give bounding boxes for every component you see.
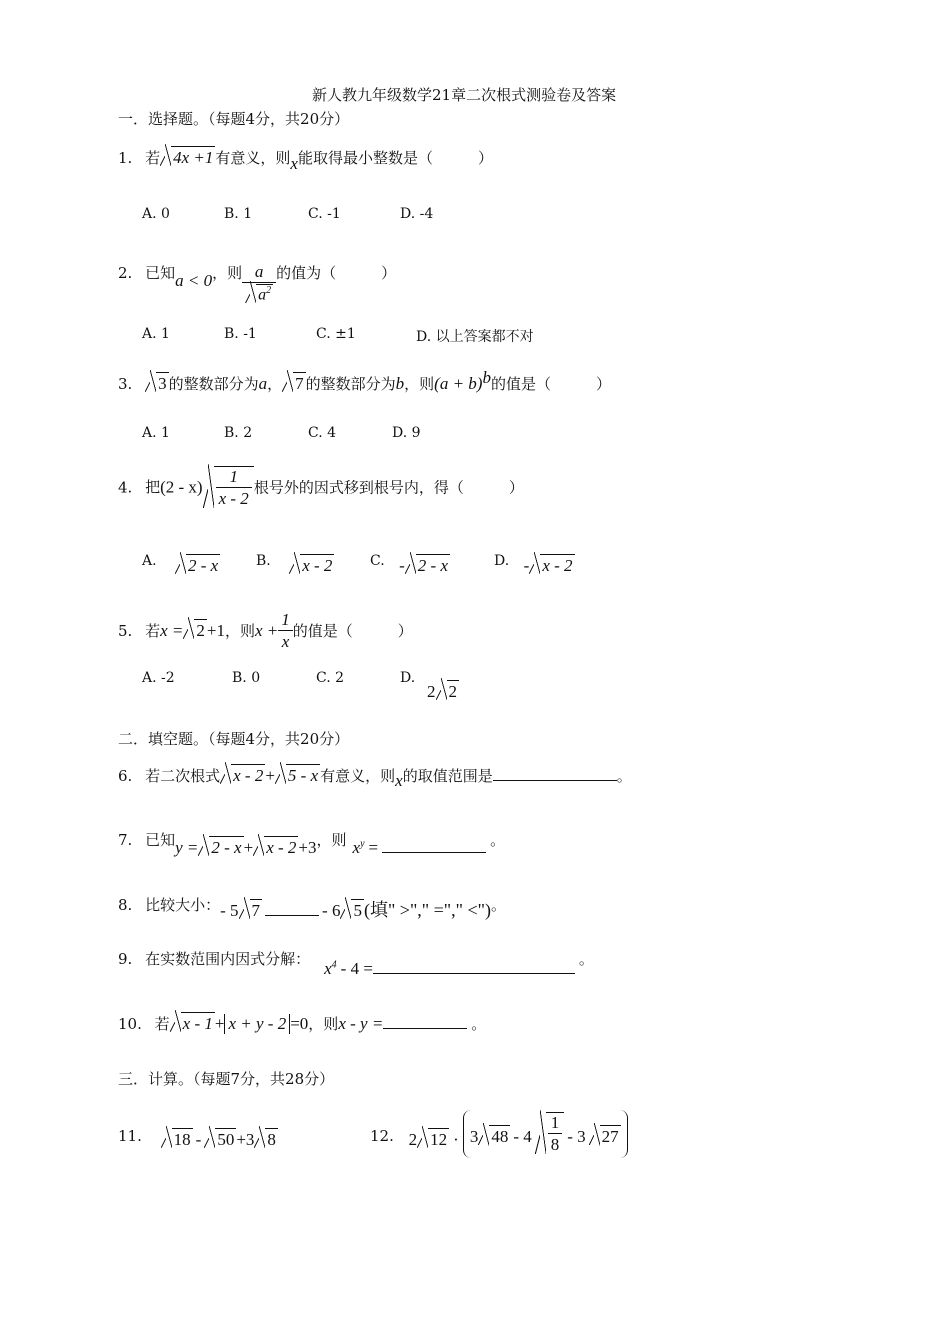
- rhs: - 6: [322, 901, 341, 920]
- radical: [175, 554, 220, 576]
- radicand: 7: [295, 374, 304, 393]
- question-text: ，则: [308, 1015, 339, 1033]
- question-text: 的整数部分为: [305, 375, 396, 393]
- question-number: 12.: [370, 1127, 394, 1145]
- exponent: 2: [266, 285, 272, 297]
- question-text: 把: [145, 478, 161, 497]
- q5-option-c: C. 2: [316, 670, 345, 686]
- question-number: 10.: [118, 1015, 142, 1033]
- radical: [340, 899, 364, 921]
- radical: [220, 764, 265, 786]
- radicand: x - 2: [233, 766, 264, 785]
- answer-blank[interactable]: [373, 959, 575, 974]
- question-number: 1.: [118, 149, 133, 167]
- answer-blank[interactable]: [265, 901, 319, 916]
- question-text: 若: [145, 149, 161, 167]
- radical: [275, 764, 320, 786]
- q4-option-c: C. - 2 - x: [370, 553, 449, 575]
- question-6: 6. 若二次根式 x - 2 + 5 - x 有意义，则x的取值范围是 。: [118, 766, 632, 790]
- question-7: 7. 已知y = 2 - x + x - 2 +3，则 $x^y$ = 。: [118, 831, 506, 857]
- fraction-numerator: 1: [548, 1113, 563, 1134]
- radical: [254, 1128, 278, 1150]
- question-text: 有意义，则: [320, 767, 396, 785]
- absolute-value: x + y - 2: [224, 1014, 290, 1034]
- minus-sign: -: [399, 556, 405, 575]
- radical: [535, 1112, 565, 1156]
- radicand: 5 - x: [287, 766, 319, 785]
- radical: [282, 372, 306, 394]
- radicand: 48: [491, 1127, 509, 1147]
- question-text: ，则: [212, 263, 243, 282]
- question-number: 7.: [118, 831, 133, 849]
- q5-option-d: D.: [400, 670, 416, 686]
- radicand: x - 2: [266, 838, 297, 857]
- q5-option-b: B. 0: [232, 670, 261, 686]
- question-text: 若: [145, 621, 161, 640]
- q2-option-b: B. -1: [224, 326, 257, 342]
- question-number: 8.: [118, 896, 133, 914]
- question-1: [118, 146, 493, 173]
- fraction-numerator: 1: [216, 467, 252, 488]
- fraction-denominator: x: [281, 632, 290, 652]
- rhs: +3: [298, 838, 317, 857]
- expression: x - y =: [338, 1014, 384, 1033]
- radical: [198, 836, 243, 858]
- question-number: 4.: [118, 478, 133, 497]
- question-text: 根号外的因式移到根号内，得（ ）: [253, 478, 524, 497]
- radical: [589, 1125, 621, 1147]
- q4-option-b: B. x - 2: [256, 553, 333, 575]
- question-number: 6.: [118, 767, 133, 785]
- question-text: ，则: [404, 375, 435, 393]
- variable: x: [395, 771, 403, 790]
- question-4: [118, 466, 524, 510]
- power: $x^y$: [352, 838, 365, 857]
- q4-option-a: A. 2 - x: [142, 553, 219, 575]
- q2-option-a: A. 1: [142, 326, 170, 342]
- q3-option-c: C. 4: [308, 425, 337, 441]
- fraction-denominator: 8: [550, 1135, 560, 1155]
- question-8: 8. 比较大小：- 5 7 - 6 5 (填" >"," ="," <")。: [118, 896, 506, 920]
- q1-option-d: D. -4: [400, 206, 434, 222]
- question-text: 的值是（ ）: [490, 375, 611, 393]
- question-12: 12. 2 12 · 3 48 - 4 $\frac{1}{8}$ - 3 27: [370, 1110, 628, 1158]
- q2-option-d: D. 以上答案都不对: [416, 329, 534, 345]
- question-text: 比较大小：: [145, 896, 221, 914]
- radicand: 8: [267, 1130, 276, 1149]
- section-calc-heading: 三．计算。（每题7分，共28分）: [118, 1070, 335, 1088]
- radicand: a: [258, 286, 267, 304]
- q3-option-a: A. 1: [142, 425, 170, 441]
- q4-option-d: D. - x - 2: [494, 553, 573, 575]
- factor: (2 - x): [160, 477, 203, 497]
- radicand: 2: [448, 682, 457, 701]
- radicand: 27: [601, 1127, 619, 1147]
- question-number: 11.: [118, 1127, 142, 1145]
- radical: [289, 554, 334, 576]
- minus-sign: -: [523, 556, 530, 575]
- radicand: 2: [196, 620, 205, 640]
- lhs: x =: [160, 620, 184, 640]
- fraction-numerator: a: [242, 262, 276, 283]
- instruction: (填" >"," ="," <"): [363, 900, 491, 920]
- lhs: - 5: [220, 901, 239, 920]
- radical: [203, 466, 254, 510]
- question-text: 的取值范围是: [402, 767, 493, 785]
- q1-option-c: C. -1: [308, 206, 341, 222]
- answer-blank[interactable]: [383, 1014, 467, 1029]
- question-number: 9.: [118, 950, 133, 968]
- radicand: x - 2: [542, 556, 573, 575]
- question-5: [118, 610, 413, 653]
- parenthesized-group: 3 48 - 4 $\frac{1}{8}$ - 3 27: [463, 1110, 628, 1158]
- question-11: 11. 18 - 50 +3 8: [118, 1127, 276, 1149]
- q1-option-a: A. 0: [142, 206, 170, 222]
- q5-option-a: A. -2: [142, 670, 175, 686]
- radicand: x - 1: [182, 1014, 213, 1033]
- variable: x: [290, 154, 298, 173]
- question-text: 的整数部分为: [168, 375, 259, 393]
- fraction-numerator: 1: [278, 610, 293, 631]
- variable-a: a: [258, 374, 268, 393]
- expression: (a + b): [434, 374, 483, 393]
- variable-b: b: [395, 374, 405, 393]
- condition: a < 0: [175, 270, 213, 290]
- question-text: ，则: [224, 621, 255, 640]
- section-choice-heading: 一．选择题。（每题4分，共20分）: [118, 110, 350, 128]
- radicand: 5: [353, 901, 362, 920]
- question-text: 已知: [145, 831, 176, 849]
- lhs: y =: [175, 838, 199, 857]
- expression: x +: [255, 620, 279, 640]
- q3-option-d: D. 9: [392, 425, 421, 441]
- fraction: [278, 610, 293, 653]
- fraction: [242, 262, 276, 305]
- question-text: 的值为（ ）: [276, 263, 397, 282]
- radicand: 2 - x: [188, 556, 219, 575]
- question-number: 5.: [118, 621, 133, 640]
- radical: [161, 1128, 193, 1150]
- question-text: 有意义，则: [215, 149, 291, 167]
- question-text: ，: [267, 375, 283, 393]
- radical: [170, 1012, 215, 1034]
- fraction: [216, 467, 252, 510]
- q1-option-b: B. 1: [224, 206, 253, 222]
- q3-option-b: B. 2: [224, 425, 253, 441]
- question-9: 9. 在实数范围内因式分解： $x^4 - 4$ = 。: [118, 950, 594, 978]
- fraction: [548, 1113, 563, 1156]
- answer-blank[interactable]: [493, 766, 617, 781]
- question-text: 若二次根式: [145, 767, 221, 785]
- radicand: 2 - x: [211, 838, 242, 857]
- question-text: 已知: [145, 263, 176, 282]
- power: $x^4$: [324, 959, 337, 978]
- fraction-denominator: x - 2: [218, 489, 249, 509]
- radicand: 3: [158, 374, 167, 393]
- section-fill-heading: 二．填空题。（每题4分，共20分）: [118, 730, 350, 748]
- question-text: 的值是（ ）: [292, 621, 413, 640]
- radical: [529, 554, 574, 576]
- question-2: [118, 252, 397, 304]
- radical: [253, 836, 298, 858]
- question-text: ，则: [316, 831, 347, 849]
- radical: [204, 1128, 236, 1150]
- radicand: 50: [217, 1130, 235, 1149]
- radical: [405, 554, 450, 576]
- radicand: 4x +1: [173, 148, 214, 167]
- radical: [478, 1125, 510, 1147]
- radicand: 2 - x: [417, 556, 449, 575]
- radicand: 18: [173, 1130, 191, 1149]
- radical: [239, 899, 263, 921]
- radical: [183, 619, 207, 641]
- radical: [145, 372, 169, 394]
- question-3: [118, 368, 611, 394]
- radicand: 12: [430, 1130, 448, 1149]
- q2-option-c: C. ±1: [316, 326, 356, 342]
- page-title: 新人教九年级数学21章二次根式测验卷及答案: [312, 86, 617, 104]
- question-10: 10. 若 x - 1 + x + y - 2 =0，则x - y = 。: [118, 1014, 487, 1033]
- radical: [160, 146, 215, 168]
- question-text: 能取得最小整数是（ ）: [297, 149, 493, 167]
- radical: [417, 1128, 449, 1150]
- radicand: 7: [251, 901, 261, 920]
- question-number: 3.: [118, 375, 133, 393]
- rhs: +1: [206, 620, 225, 640]
- exponent: b: [482, 368, 491, 387]
- radicand: x - 2: [302, 556, 333, 575]
- answer-blank[interactable]: [382, 838, 486, 853]
- question-text: 若: [154, 1015, 170, 1033]
- radical: [436, 680, 460, 702]
- q5-option-d-value: 2 2: [427, 682, 457, 701]
- radical: [245, 283, 273, 305]
- question-text: 在实数范围内因式分解：: [145, 950, 311, 968]
- question-number: 2.: [118, 263, 133, 282]
